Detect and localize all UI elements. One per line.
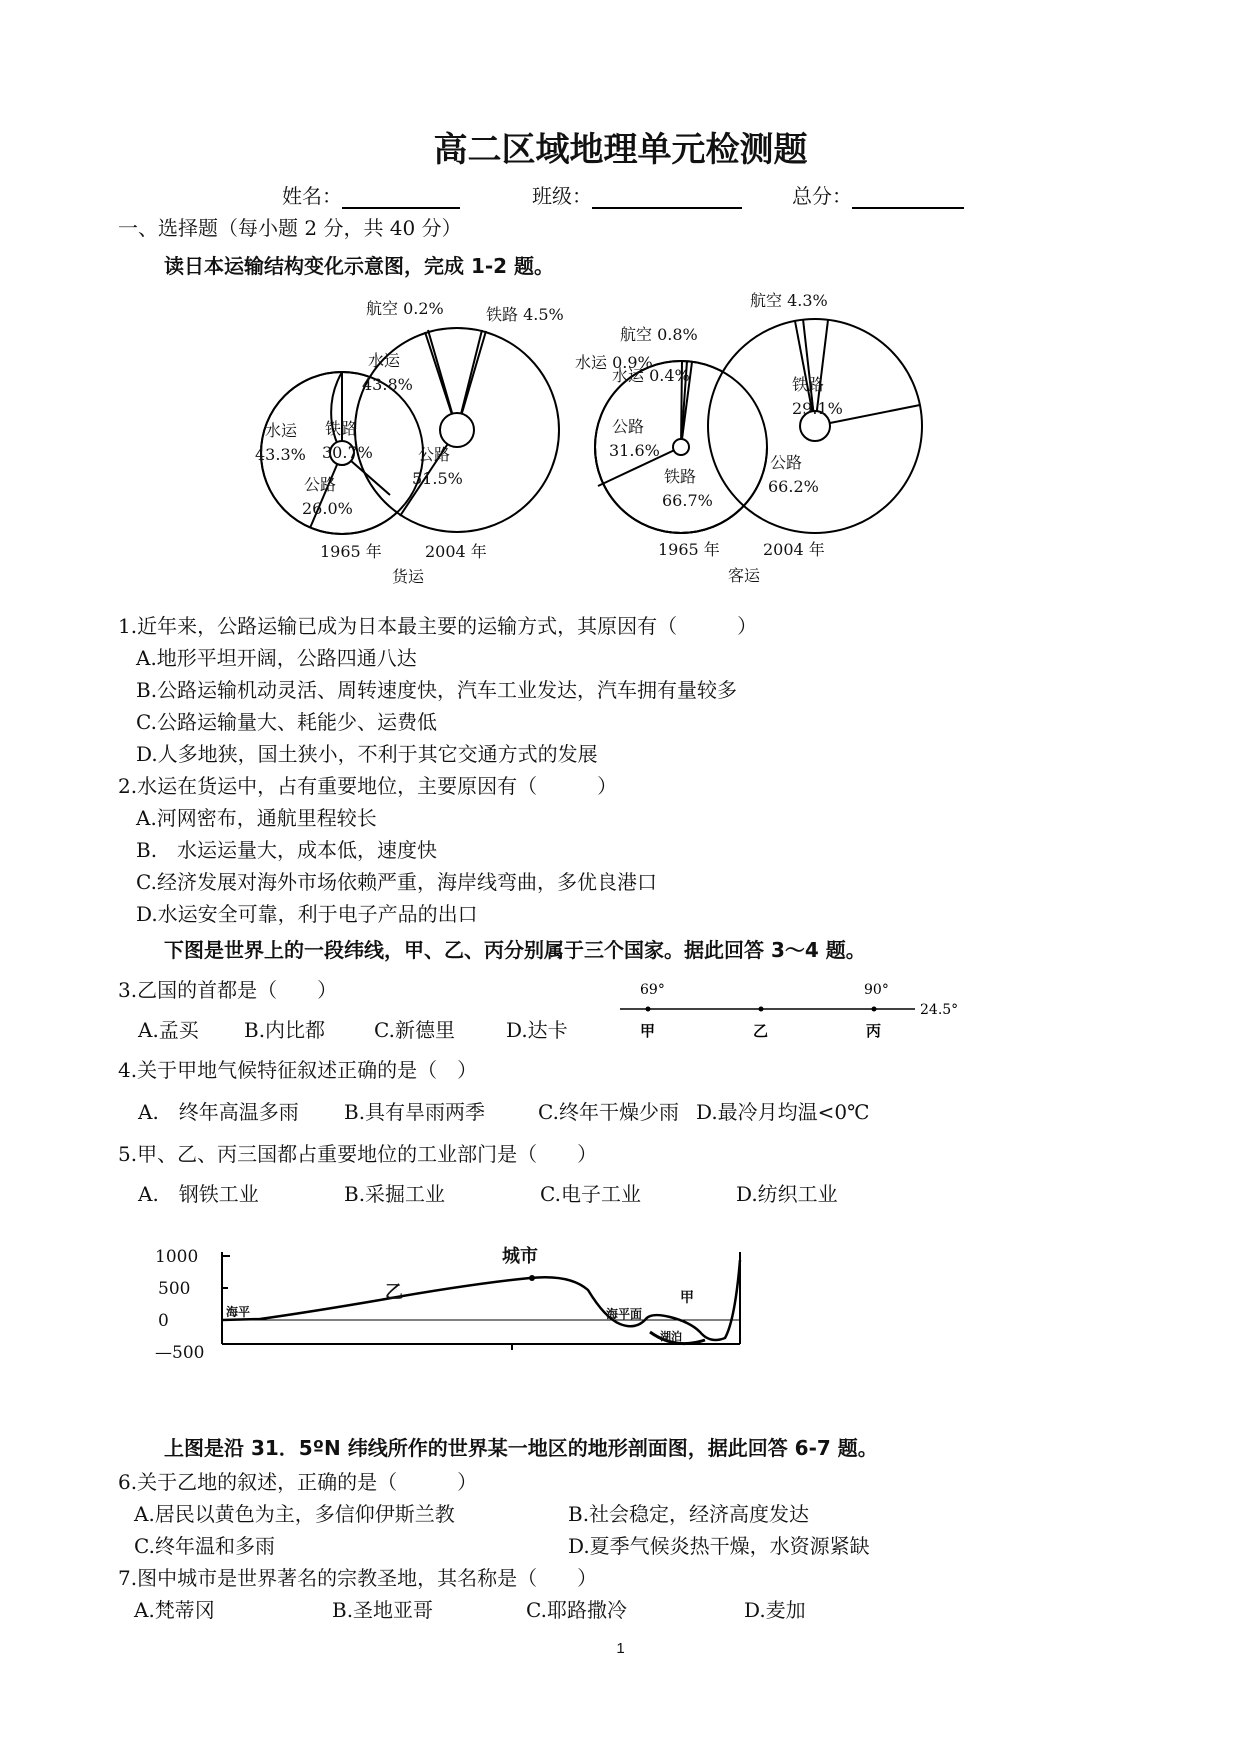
passenger-2004-road-pct: 66.2% (768, 477, 819, 496)
passenger-2004-road-name: 公路 (770, 453, 803, 472)
point-jia (646, 1007, 651, 1012)
point-bing (872, 1007, 877, 1012)
passenger-1965-water-label: 水运 0.9% (575, 353, 653, 372)
q6-option-b[interactable]: B.社会稳定，经济高度发达 (568, 1502, 810, 1526)
label-jia: 甲 (640, 1022, 656, 1040)
passenger-caption: 客运 (728, 566, 761, 585)
lake-label: 湖泊 (660, 1330, 682, 1343)
q3-option-d[interactable]: D.达卡 (506, 1018, 568, 1042)
freight-2004-rail-label: 铁路 4.5% (486, 305, 564, 324)
page-number: 1 (616, 1640, 625, 1657)
q7-option-d[interactable]: D.麦加 (744, 1598, 806, 1622)
freight-1965-rail-name: 铁路 (325, 419, 358, 438)
q4-stem: 4.关于甲地气候特征叙述正确的是（ ） (118, 1058, 478, 1082)
freight-2004-year: 2004 年 (425, 542, 487, 561)
intro-q3-4: 下图是世界上的一段纬线，甲、乙、丙分别属于三个国家。据此回答 3～4 题。 (164, 938, 866, 962)
passenger-2004-year: 2004 年 (763, 540, 825, 559)
passenger-2004-rail-name: 铁路 (792, 375, 825, 394)
q4-option-d[interactable]: D.最冷月均温<0℃ (696, 1100, 870, 1124)
terrain-profile-line (222, 1260, 740, 1340)
japan-transport-diagram (250, 290, 990, 590)
freight-1965-year: 1965 年 (320, 542, 382, 561)
q2-option-b[interactable]: B. 水运运量大，成本低，速度快 (136, 838, 438, 862)
q5-stem: 5.甲、乙、丙三国都占重要地位的工业部门是（ ） (118, 1142, 598, 1166)
freight-1965-road-name: 公路 (304, 475, 337, 494)
passenger-1965-road-pct: 31.6% (609, 441, 660, 460)
q3-option-a[interactable]: A.孟买 (138, 1018, 199, 1042)
q5-option-a[interactable]: A. 钢铁工业 (138, 1182, 259, 1206)
intro-q1-2: 读日本运输结构变化示意图，完成 1-2 题。 (164, 254, 555, 278)
q6-option-d[interactable]: D.夏季气候炎热干燥，水资源紧缺 (568, 1534, 870, 1558)
passenger-1965-air-label: 航空 0.8% (620, 325, 698, 344)
q4-option-b[interactable]: B.具有旱雨两季 (344, 1100, 486, 1124)
name-field[interactable] (282, 180, 460, 209)
freight-2004-water-pct: 43.8% (362, 375, 413, 394)
freight-caption: 货运 (392, 567, 425, 586)
q7-option-c[interactable]: C.耶路撒冷 (526, 1598, 627, 1622)
y-axis-neg500: —500 (155, 1343, 205, 1363)
label-bing: 丙 (866, 1022, 882, 1040)
freight-1965-water-name: 水运 (265, 421, 298, 440)
freight-2004-road-pct: 51.5% (412, 469, 463, 488)
name-blank[interactable] (342, 185, 460, 209)
sea-level-label: 海平面 (606, 1307, 643, 1321)
intro-q6-7: 上图是沿 31．5ºN 纬线所作的世界某一地区的地形剖面图，据此回答 6-7 题。 (164, 1436, 878, 1460)
q3-stem: 3.乙国的首都是（ ） (118, 978, 338, 1002)
name-label: 姓名： (282, 184, 342, 208)
q3-option-c[interactable]: C.新德里 (374, 1018, 455, 1042)
q1-option-c[interactable]: C.公路运输量大、耗能少、运费低 (136, 710, 437, 734)
city-marker (529, 1275, 535, 1281)
passenger-1965-rail-pct: 66.7% (662, 491, 713, 510)
score-label: 总分： (792, 184, 852, 208)
q1-option-b[interactable]: B.公路运输机动灵活、周转速度快，汽车工业发达，汽车拥有量较多 (136, 678, 738, 702)
q5-option-c[interactable]: C.电子工业 (540, 1182, 641, 1206)
terrain-profile-diagram (150, 1240, 750, 1380)
q6-option-c[interactable]: C.终年温和多雨 (134, 1534, 275, 1558)
section-heading: 一、选择题（每小题 2 分，共 40 分） (118, 216, 462, 240)
q4-option-c[interactable]: C.终年干燥少雨 (538, 1100, 679, 1124)
lon-69: 69° (640, 982, 665, 998)
freight-2004-water-name: 水运 (368, 351, 401, 370)
passenger-diagram (595, 319, 922, 533)
q2-option-d[interactable]: D.水运安全可靠，利于电子产品的出口 (136, 902, 478, 926)
q7-stem: 7.图中城市是世界著名的宗教圣地，其名称是（ ） (118, 1566, 598, 1590)
q2-option-a[interactable]: A.河网密布，通航里程较长 (136, 806, 377, 830)
y-axis-0: 0 (158, 1311, 169, 1331)
q4-option-a[interactable]: A. 终年高温多雨 (138, 1100, 299, 1124)
passenger-1965-hub (673, 439, 689, 455)
q7-option-b[interactable]: B.圣地亚哥 (332, 1598, 434, 1622)
score-field[interactable] (792, 180, 964, 209)
passenger-1965-road-name: 公路 (612, 417, 645, 436)
y-axis-500: 500 (158, 1279, 191, 1299)
passenger-1965-rail-name: 铁路 (664, 467, 697, 486)
score-blank[interactable] (852, 185, 964, 209)
freight-2004-air-label: 航空 0.2% (366, 299, 444, 318)
sea-label: 海平 (226, 1305, 251, 1319)
q3-option-b[interactable]: B.内比都 (244, 1018, 326, 1042)
q2-stem: 2.水运在货运中，占有重要地位，主要原因有（ ） (118, 774, 618, 798)
passenger-2004-water-label: 水运 0.4% (612, 366, 690, 385)
y-axis-1000: 1000 (155, 1247, 199, 1267)
lon-90: 90° (864, 982, 889, 998)
q1-stem: 1.近年来，公路运输已成为日本最主要的运输方式，其原因有（ ） (118, 614, 758, 638)
passenger-2004-rail-pct: 29.1% (792, 399, 843, 418)
freight-1965-water-pct: 43.3% (255, 445, 306, 464)
class-label: 班级： (532, 184, 592, 208)
q1-option-d[interactable]: D.人多地狭，国土狭小，不利于其它交通方式的发展 (136, 742, 598, 766)
city-label: 城市 (502, 1246, 538, 1267)
class-blank[interactable] (592, 185, 742, 209)
class-field[interactable] (532, 180, 742, 209)
yi-label: 乙 (385, 1282, 403, 1303)
jia-label: 甲 (680, 1290, 694, 1306)
passenger-2004-air-label: 航空 4.3% (750, 291, 828, 310)
q5-option-b[interactable]: B.采掘工业 (344, 1182, 446, 1206)
freight-2004-road-name: 公路 (418, 445, 451, 464)
page-title: 高二区域地理单元检测题 (433, 130, 808, 170)
latitude-line-diagram (615, 980, 965, 1050)
label-yi: 乙 (753, 1022, 769, 1040)
lat-24-5: 24.5° (920, 1002, 959, 1018)
q5-option-d[interactable]: D.纺织工业 (736, 1182, 838, 1206)
freight-1965-rail-pct: 30.7% (322, 443, 373, 462)
q7-option-a[interactable]: A.梵蒂冈 (134, 1598, 215, 1622)
freight-2004-hub (440, 413, 474, 447)
passenger-1965-year: 1965 年 (658, 540, 720, 559)
freight-1965-road-pct: 26.0% (302, 499, 353, 518)
q2-option-c[interactable]: C.经济发展对海外市场依赖严重，海岸线弯曲，多优良港口 (136, 870, 657, 894)
q6-stem: 6.关于乙地的叙述，正确的是（ ） (118, 1470, 478, 1494)
point-yi (759, 1007, 764, 1012)
q1-option-a[interactable]: A.地形平坦开阔，公路四通八达 (136, 646, 417, 670)
q6-option-a[interactable]: A.居民以黄色为主，多信仰伊斯兰教 (134, 1502, 455, 1526)
